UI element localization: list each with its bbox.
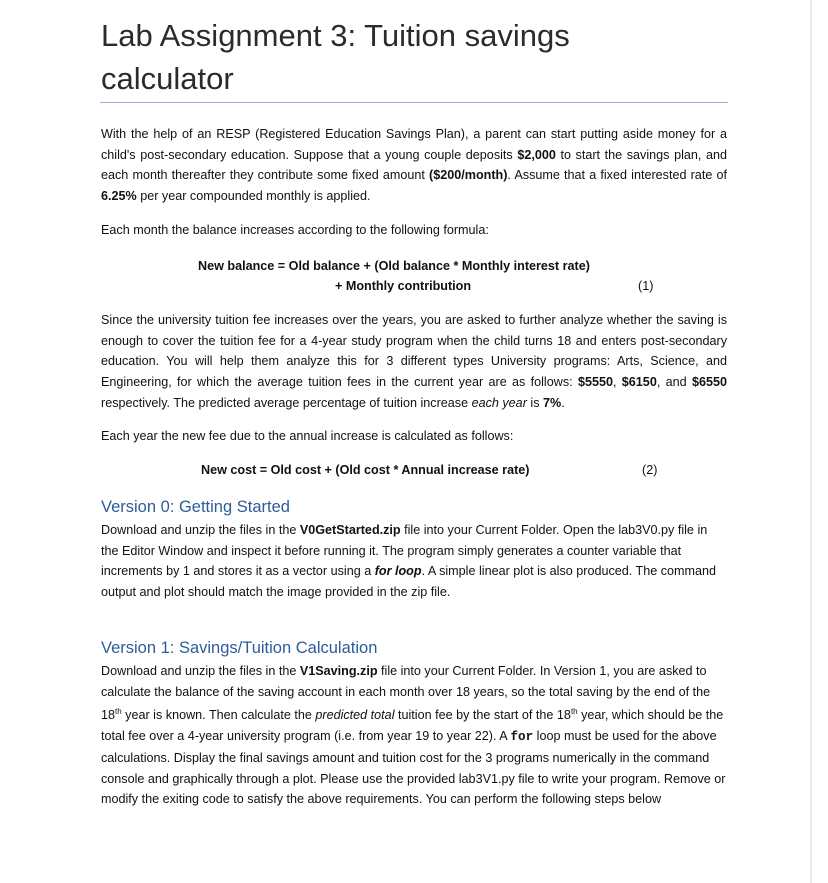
intro-paragraph: With the help of an RESP (Registered Education Savings Plan), a parent can start putting aside money for a child's post-secondary education. Suppose that a young couple deposits $2,000 to start the savings plan, and each month thereafter they contribute some fixed amount ($200/month). Assume that a fixed interested rate of 6.25% per year compounded monthly is applied.	[101, 127, 727, 204]
equation-number-2: (2)	[642, 463, 658, 477]
version-0-paragraph: Download and unzip the files in the V0GetStarted.zip file into your Current Folder. Open the lab3V0.py file in the Editor Window and inspect it before running it. The program simply generates a counter variable that increments by 1 and stores it as a vector using a for loop. A simple linear plot is also produced. The command output and plot should match the image provided in the zip file.	[101, 523, 717, 600]
title-line-1: Lab Assignment 3: Tuition savings	[101, 18, 570, 53]
formula-1-line-2: + Monthly contribution	[335, 279, 472, 293]
tuition-paragraph: Since the university tuition fee increases over the years, you are asked to further analyze whether the saving is enough to cover the tuition fee for a 4-year study program when the child turns 18 and enters post-secondary education. You will help them analyze this for 3 different types University programs: Arts, Science, and Engineering, for which the average tuition fees in the current year are as follows: $5550, $6150, and $6550 respectively. The predicted average percentage of tuition increase each year is 7%.	[101, 313, 727, 410]
fee-intro: Each year the new fee due to the annual increase is calculated as follows:	[101, 429, 514, 443]
equation-number-1: (1)	[638, 279, 654, 293]
version-1-heading: Version 1: Savings/Tuition Calculation	[101, 639, 378, 657]
version-1-paragraph: Download and unzip the files in the V1Saving.zip file into your Current Folder. In Version 1, you are asked to calculate the balance of the saving account in each month over 18 years, so the total saving by the end of the 18th year is known. Then calculate the predicted total tuition fee by the start of the 18th year, which should be the total fee over a 4-year university program (i.e. from year 19 to year 22). A for loop must be used for the above calculations. Display the final savings amount and tuition cost for the 3 programs numerically in the command console and graphically through a plot. Please use the provided lab3V1.py file to write your program. Remove or modify the exiting code to satisfy the above requirements. You can perform the following steps below	[101, 664, 726, 807]
page-edge	[810, 0, 812, 883]
document-title	[101, 14, 727, 100]
formula-1-line-1: New balance = Old balance + (Old balance * Monthly interest rate)	[198, 259, 590, 273]
formula-2-line-1: New cost = Old cost + (Old cost * Annual increase rate)	[201, 463, 530, 477]
formula-intro: Each month the balance increases according to the following formula:	[101, 223, 489, 237]
version-0-heading: Version 0: Getting Started	[101, 498, 290, 516]
title-line-2: calculator	[101, 61, 234, 96]
title-divider	[100, 102, 728, 103]
